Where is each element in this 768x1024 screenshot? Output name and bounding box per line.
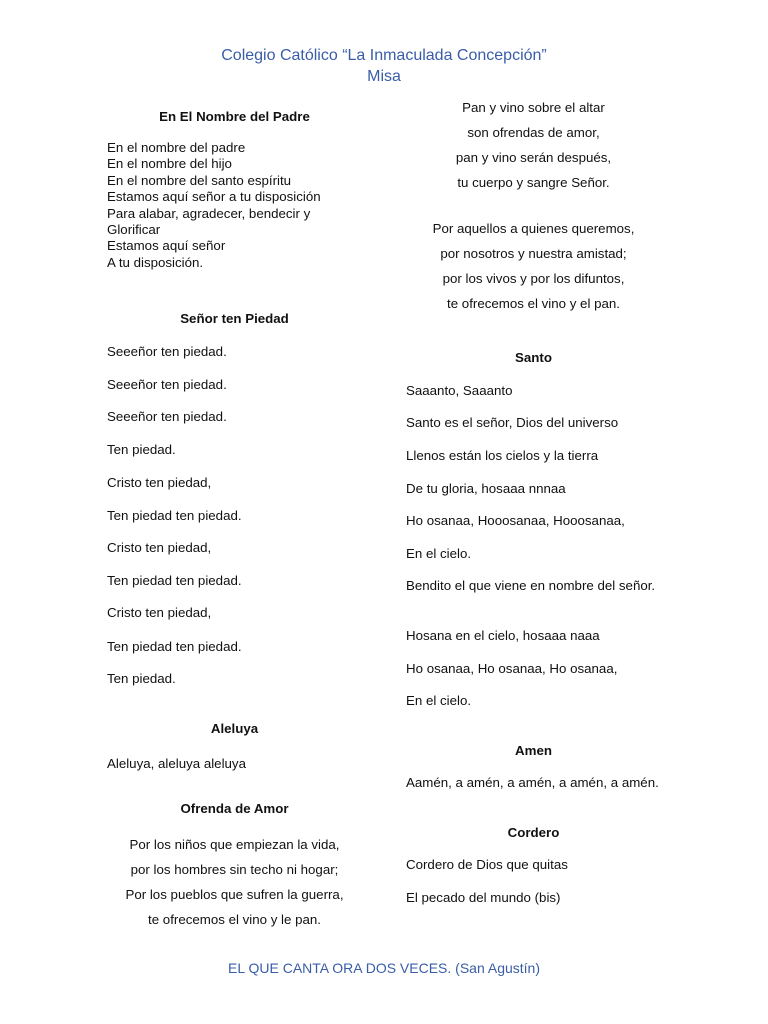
section-heading-amen: Amen [515, 743, 552, 758]
lyric-line: Saaanto, Saaanto [406, 383, 513, 398]
section-heading-santo: Santo [515, 350, 552, 365]
section-heading-ofrenda: Ofrenda de Amor [180, 801, 289, 816]
section-heading-aleluya: Aleluya [210, 721, 259, 736]
lyric-line: pan y vino serán después, [455, 150, 612, 165]
lyric-line: Ten piedad ten piedad. [107, 508, 242, 523]
footer-quote: EL QUE CANTA ORA DOS VECES. (San Agustín) [228, 960, 540, 976]
lyric-line: Seeeñor ten piedad. [107, 344, 227, 359]
lyric-line: Seeeñor ten piedad. [107, 409, 227, 424]
lyric-line: Estamos aquí señor [107, 238, 226, 254]
section-heading-padre: En El Nombre del Padre [159, 109, 310, 124]
lyric-line: Ten piedad ten piedad. [107, 639, 242, 654]
lyric-line: Estamos aquí señor a tu disposición [107, 189, 321, 205]
lyric-line: Glorificar [107, 222, 161, 238]
lyric-line: Cristo ten piedad, [107, 540, 212, 555]
lyric-line: Ho osanaa, Hooosanaa, Hooosanaa, [406, 513, 625, 528]
section-heading-cordero: Cordero [507, 825, 560, 840]
lyric-line: Llenos están los cielos y la tierra [406, 448, 599, 463]
page-subtitle: Misa [367, 68, 401, 85]
lyric-line: Aamén, a amén, a amén, a amén, a amén. [406, 775, 659, 790]
lyric-line: Pan y vino sobre el altar [462, 100, 605, 115]
lyric-line: son ofrendas de amor, [467, 125, 600, 140]
lyric-line: A tu disposición. [107, 254, 204, 270]
lyric-line: por nosotros y nuestra amistad; [440, 246, 627, 261]
lyric-line: Cristo ten piedad, [107, 605, 212, 620]
lyric-line: En el nombre del padre [107, 140, 246, 155]
lyric-line: Aleluya, aleluya aleluya [107, 756, 246, 771]
lyric-line: Cristo ten piedad, [107, 475, 212, 490]
lyric-line: Ten piedad. [107, 671, 176, 686]
padre-lyrics [107, 140, 362, 271]
lyric-line: Bendito el que viene en nombre del señor. [406, 578, 656, 593]
lyric-line: por los vivos y por los difuntos, [442, 271, 625, 286]
lyric-line: En el cielo. [406, 693, 472, 708]
lyric-line: En el nombre del hijo [107, 156, 232, 172]
lyric-line: Hosana en el cielo, hosaaa naaa [406, 628, 600, 643]
lyric-line: te ofrecemos el vino y le pan. [148, 912, 321, 927]
lyric-line: Para alabar, agradecer, bendecir y [107, 205, 311, 221]
lyric-line: Por los pueblos que sufren la guerra, [125, 887, 344, 902]
lyric-line: En el cielo. [406, 546, 472, 561]
lyric-line: por los hombres sin techo ni hogar; [130, 862, 339, 877]
lyric-line: Por aquellos a quienes queremos, [432, 221, 635, 236]
section-heading-piedad: Señor ten Piedad [180, 311, 289, 326]
lyric-line: te ofrecemos el vino y el pan. [447, 296, 620, 311]
lyric-line: tu cuerpo y sangre Señor. [457, 175, 610, 190]
lyric-line: Ho osanaa, Ho osanaa, Ho osanaa, [406, 661, 618, 676]
lyric-line: Ten piedad. [107, 442, 176, 457]
lyric-line: Seeeñor ten piedad. [107, 377, 227, 392]
lyric-line: De tu gloria, hosaaa nnnaa [406, 481, 566, 496]
lyric-line: Por los niños que empiezan la vida, [129, 837, 340, 852]
lyric-line: En el nombre del santo espíritu [107, 172, 292, 188]
page-title: Colegio Católico “La Inmaculada Concepción” [221, 47, 547, 64]
lyric-line: Cordero de Dios que quitas [406, 857, 568, 872]
lyric-line: Santo es el señor, Dios del universo [406, 415, 619, 430]
lyric-line: Ten piedad ten piedad. [107, 573, 242, 588]
lyric-line: El pecado del mundo (bis) [406, 890, 561, 905]
